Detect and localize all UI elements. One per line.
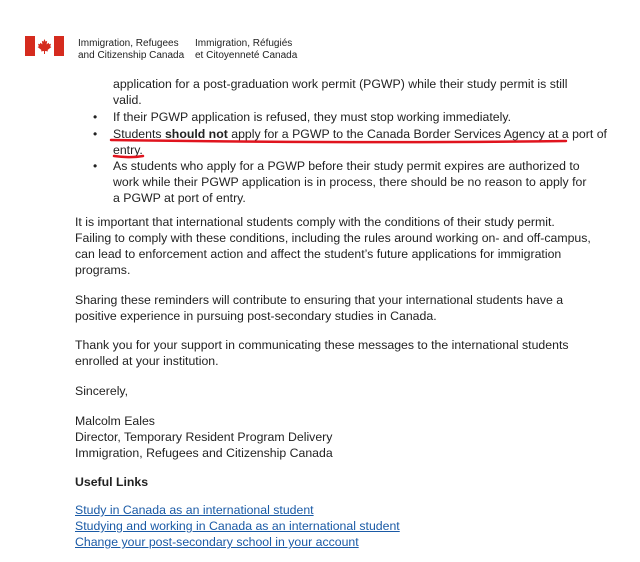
para-thanks-line2: enrolled at your institution. — [75, 354, 219, 368]
bullet-port-pre: Students — [113, 127, 165, 141]
agency-en-line1: Immigration, Refugees — [78, 38, 179, 49]
red-underline-short — [114, 156, 143, 157]
bullet-authorized-line3: a PGWP at port of entry. — [113, 191, 246, 205]
bullet-port-post: apply for a PGWP to the Canada Border Services Agency at a port of — [227, 127, 607, 141]
red-underline-long — [111, 140, 566, 142]
bullet-refused-text: If their PGWP application is refused, they must stop working immediately. — [113, 110, 511, 124]
agency-fr-line2: et Citoyenneté Canada — [195, 49, 298, 61]
link-change-school[interactable]: Change your post-secondary school in your account — [75, 535, 359, 549]
para-comply-line4: programs. — [75, 263, 131, 277]
agency-fr-line1: Immigration, Réfugiés — [195, 38, 293, 49]
bullet-port-emphasis: should not — [164, 127, 228, 141]
signer-name: Malcolm Eales — [75, 414, 155, 428]
para-comply-line1: It is important that international students comply with the conditions of their study permit. — [75, 215, 555, 229]
para-comply-line3: can lead to enforcement action and affect the student’s future applications for immigration — [75, 247, 562, 261]
agency-en-line2: and Citizenship Canada — [78, 49, 185, 61]
signer-title: Director, Temporary Resident Program Delivery — [75, 430, 333, 444]
bullet-authorized-line2: work while their PGWP application is in process, there should be no reason to apply for — [113, 175, 587, 189]
link-studying-and-working[interactable]: Studying and working in Canada as an international student — [75, 519, 400, 533]
closing-salutation: Sincerely, — [75, 384, 129, 398]
para-thanks-line1: Thank you for your support in communicating these messages to the international students — [75, 338, 569, 352]
para-comply-line2: Failing to comply with these conditions, including the rules around working on- and off-campus, — [75, 231, 591, 245]
bullet-marker: • — [93, 110, 98, 124]
bullet-port-line2: entry. — [113, 143, 143, 157]
bullet-authorized-line1: As students who apply for a PGWP before their study permit expires are authorized to — [113, 159, 580, 173]
useful-links-heading: Useful Links — [75, 475, 149, 489]
para-sharing-line1: Sharing these reminders will contribute to ensuring that your international students have a — [75, 293, 564, 307]
bullet-marker: • — [93, 159, 98, 173]
continued-text-line2: valid. — [113, 93, 142, 107]
link-study-in-canada[interactable]: Study in Canada as an international student — [75, 503, 314, 517]
continued-text-line1: application for a post-graduation work permit (PGWP) while their study permit is still — [113, 77, 568, 91]
signer-organization: Immigration, Refugees and Citizenship Canada — [75, 446, 333, 460]
bullet-marker: • — [93, 127, 98, 141]
para-sharing-line2: positive experience in pursuing post-secondary studies in Canada. — [75, 309, 437, 323]
